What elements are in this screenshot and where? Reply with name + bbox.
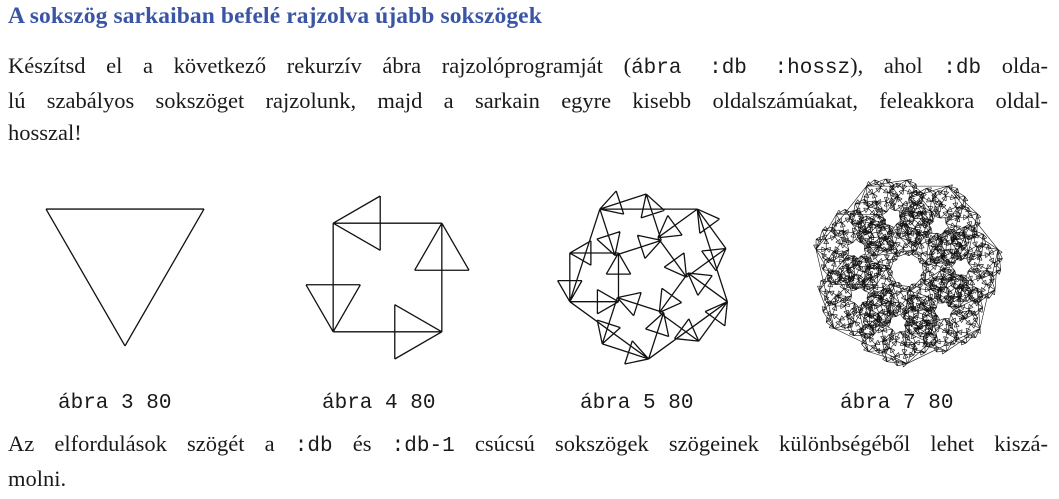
intro-line-1: Készítsd el a következő rekurzív ábra rajzolóprogramját (ábra :db :hossz), ahol :db olda- xyxy=(8,53,1048,80)
figure-triangle xyxy=(40,185,210,370)
outro-line-1: Az elfordulások szögét a :db és :db-1 csúcsú sokszögek szögeinek különbségéből lehet kiszá- xyxy=(8,431,1048,458)
caption-abra-5: ábra 5 80 xyxy=(580,392,694,415)
recursive-polygon-lines xyxy=(306,196,469,359)
caption-abra-4: ábra 4 80 xyxy=(322,392,436,415)
code-abra-signature: ábra :db :hossz xyxy=(631,57,851,80)
intro-line-3: hosszal! xyxy=(8,120,82,145)
page-title: A sokszög sarkaiban befelé rajzolva újabb sokszögek xyxy=(8,3,542,29)
outro-line-2: molni. xyxy=(8,466,67,491)
figure-square-drawing xyxy=(300,185,475,370)
recursive-polygon-lines xyxy=(558,191,728,364)
intro-paragraph xyxy=(8,50,1048,149)
figure-triangle-drawing xyxy=(40,185,210,370)
recursive-polygon-lines xyxy=(46,209,204,346)
figure-heptagon xyxy=(798,185,1018,373)
caption-abra-3: ábra 3 80 xyxy=(58,392,172,415)
code-db: :db xyxy=(943,57,982,80)
recursive-polygon-lines xyxy=(814,179,1003,367)
figure-heptagon-drawing xyxy=(798,173,1018,373)
outro-paragraph xyxy=(8,428,1048,495)
caption-abra-7: ábra 7 80 xyxy=(840,392,954,415)
code-db-minus-1: :db-1 xyxy=(391,435,455,458)
intro-line-2: lú szabályos sokszöget rajzolunk, majd a sarkain egyre kisebb oldalszámúakat, feleakkora oldal- xyxy=(8,88,1048,113)
figure-pentagon-drawing xyxy=(545,185,740,370)
code-db-2: :db xyxy=(294,435,333,458)
figure-square xyxy=(300,185,475,370)
figure-pentagon xyxy=(545,185,740,370)
